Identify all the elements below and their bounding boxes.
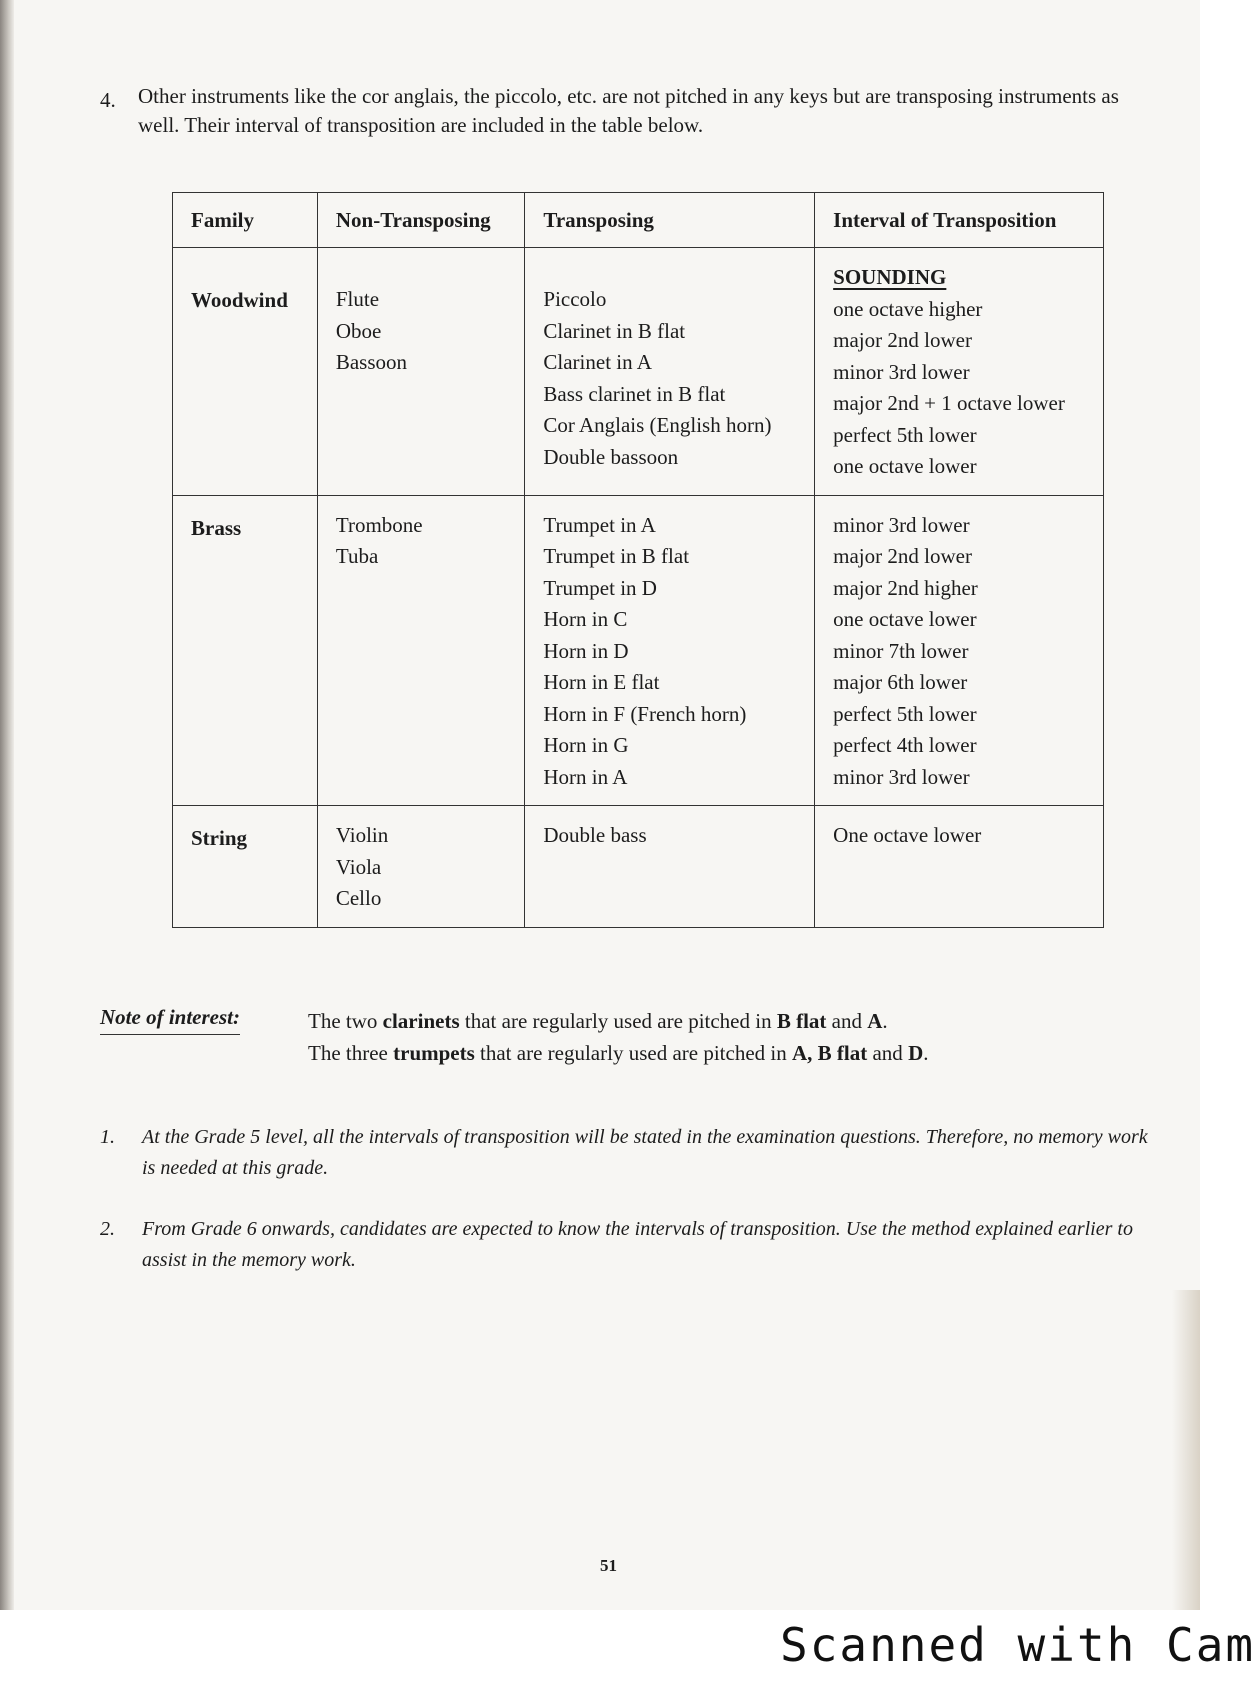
transposing-cell <box>525 248 815 496</box>
transposition-table <box>172 192 1104 928</box>
note-line-trumpets: The three trumpets that are regularly used are pitched in A, B flat and D. <box>308 1041 929 1065</box>
note-label: Note of interest: <box>100 1005 240 1035</box>
instrument-name: Horn in D <box>543 638 629 663</box>
scanner-watermark: Scanned with Cam <box>780 1618 1255 1672</box>
instrument-name: Cor Anglais (English horn) <box>543 413 772 437</box>
interval-text: major 6th lower <box>833 670 968 694</box>
paragraph-number: 4. <box>100 88 116 112</box>
interval-text: perfect 4th lower <box>833 733 977 757</box>
note-line-clarinets: The two clarinets that are regularly used are pitched in B flat and A. <box>308 1009 888 1033</box>
non-transposing-cell <box>317 248 525 496</box>
numbered-item <box>100 1214 1150 1276</box>
family-cell: String <box>173 806 318 928</box>
instrument-name: Clarinet in A <box>543 350 652 374</box>
instrument-name: Viola <box>335 854 382 879</box>
interval-text: One octave lower <box>833 823 982 847</box>
instrument-name: Double bass <box>543 823 647 847</box>
interval-text: major 2nd lower <box>833 328 972 352</box>
interval-text: minor 3rd lower <box>833 359 970 384</box>
family-cell: Woodwind <box>173 248 318 496</box>
family-cell: Brass <box>173 495 318 806</box>
interval-text: minor 3rd lower <box>833 512 970 537</box>
sounding-label: SOUNDING <box>833 265 947 289</box>
instrument-name: Horn in F (French horn) <box>543 701 747 726</box>
interval-text: minor 7th lower <box>833 638 969 663</box>
header-family: Family <box>173 193 318 248</box>
header-transposing: Transposing <box>525 193 815 248</box>
instrument-name: Flute <box>335 287 380 311</box>
instrument-name: Clarinet in B flat <box>543 318 686 343</box>
table-header-row <box>173 193 1104 248</box>
paragraph-4 <box>100 82 1160 140</box>
interval-text: perfect 5th lower <box>833 701 977 726</box>
non-transposing-cell <box>317 806 525 928</box>
instrument-name: Cello <box>335 886 382 910</box>
paragraph-text: Other instruments like the cor anglais, the piccolo, etc. are not pitched in any keys but are transposing instruments as well. Their interval of transposition are included in the table below. <box>138 84 1119 137</box>
interval-text: major 2nd higher <box>833 575 978 600</box>
interval-cell <box>815 806 1104 928</box>
interval-text: perfect 5th lower <box>833 422 977 447</box>
item-text: From Grade 6 onwards, candidates are expected to know the intervals of transposition. Use the method explained earlier to assist in the memory work. <box>142 1218 1133 1271</box>
instrument-name: Trumpet in A <box>543 512 656 537</box>
table-row <box>173 248 1104 496</box>
instrument-name: Bass clarinet in B flat <box>543 381 726 406</box>
interval-cell <box>815 495 1104 806</box>
book-spine-shadow <box>0 0 14 1610</box>
page-number: 51 <box>600 1556 617 1575</box>
interval-text: major 2nd lower <box>833 544 972 568</box>
instrument-name: Horn in E flat <box>543 670 660 694</box>
instrument-name: Oboe <box>335 318 382 343</box>
page-edge-shadow <box>1172 1290 1200 1610</box>
instrument-name: Piccolo <box>543 287 607 311</box>
interval-cell <box>815 248 1104 496</box>
item-number: 1. <box>100 1126 115 1148</box>
instrument-name: Trombone <box>335 512 423 537</box>
interval-text: one octave lower <box>833 454 977 478</box>
instrument-name: Violin <box>335 823 389 847</box>
table-row <box>173 806 1104 928</box>
instrument-name: Double bassoon <box>543 444 679 469</box>
item-number: 2. <box>100 1218 115 1240</box>
interval-text: one octave lower <box>833 607 977 631</box>
interval-text: one octave higher <box>833 296 983 321</box>
interval-text: major 2nd + 1 octave lower <box>833 391 1065 415</box>
instrument-name: Horn in C <box>543 607 628 631</box>
instrument-name: Tuba <box>335 544 379 568</box>
transposing-cell <box>525 806 815 928</box>
instrument-name: Trumpet in D <box>543 575 657 600</box>
instrument-name: Horn in G <box>543 733 629 757</box>
non-transposing-cell <box>317 495 525 806</box>
instrument-name: Trumpet in B flat <box>543 544 690 568</box>
instrument-name: Bassoon <box>335 350 408 374</box>
header-non-transposing: Non-Transposing <box>317 193 525 248</box>
header-interval: Interval of Transposition <box>815 193 1104 248</box>
numbered-item <box>100 1122 1150 1184</box>
interval-text: minor 3rd lower <box>833 764 970 789</box>
item-text: At the Grade 5 level, all the intervals of transposition will be stated in the examination questions. Therefore, no memory work is needed at this grade. <box>142 1126 1148 1179</box>
transposing-cell <box>525 495 815 806</box>
instrument-name: Horn in A <box>543 764 628 789</box>
table-row <box>173 495 1104 806</box>
